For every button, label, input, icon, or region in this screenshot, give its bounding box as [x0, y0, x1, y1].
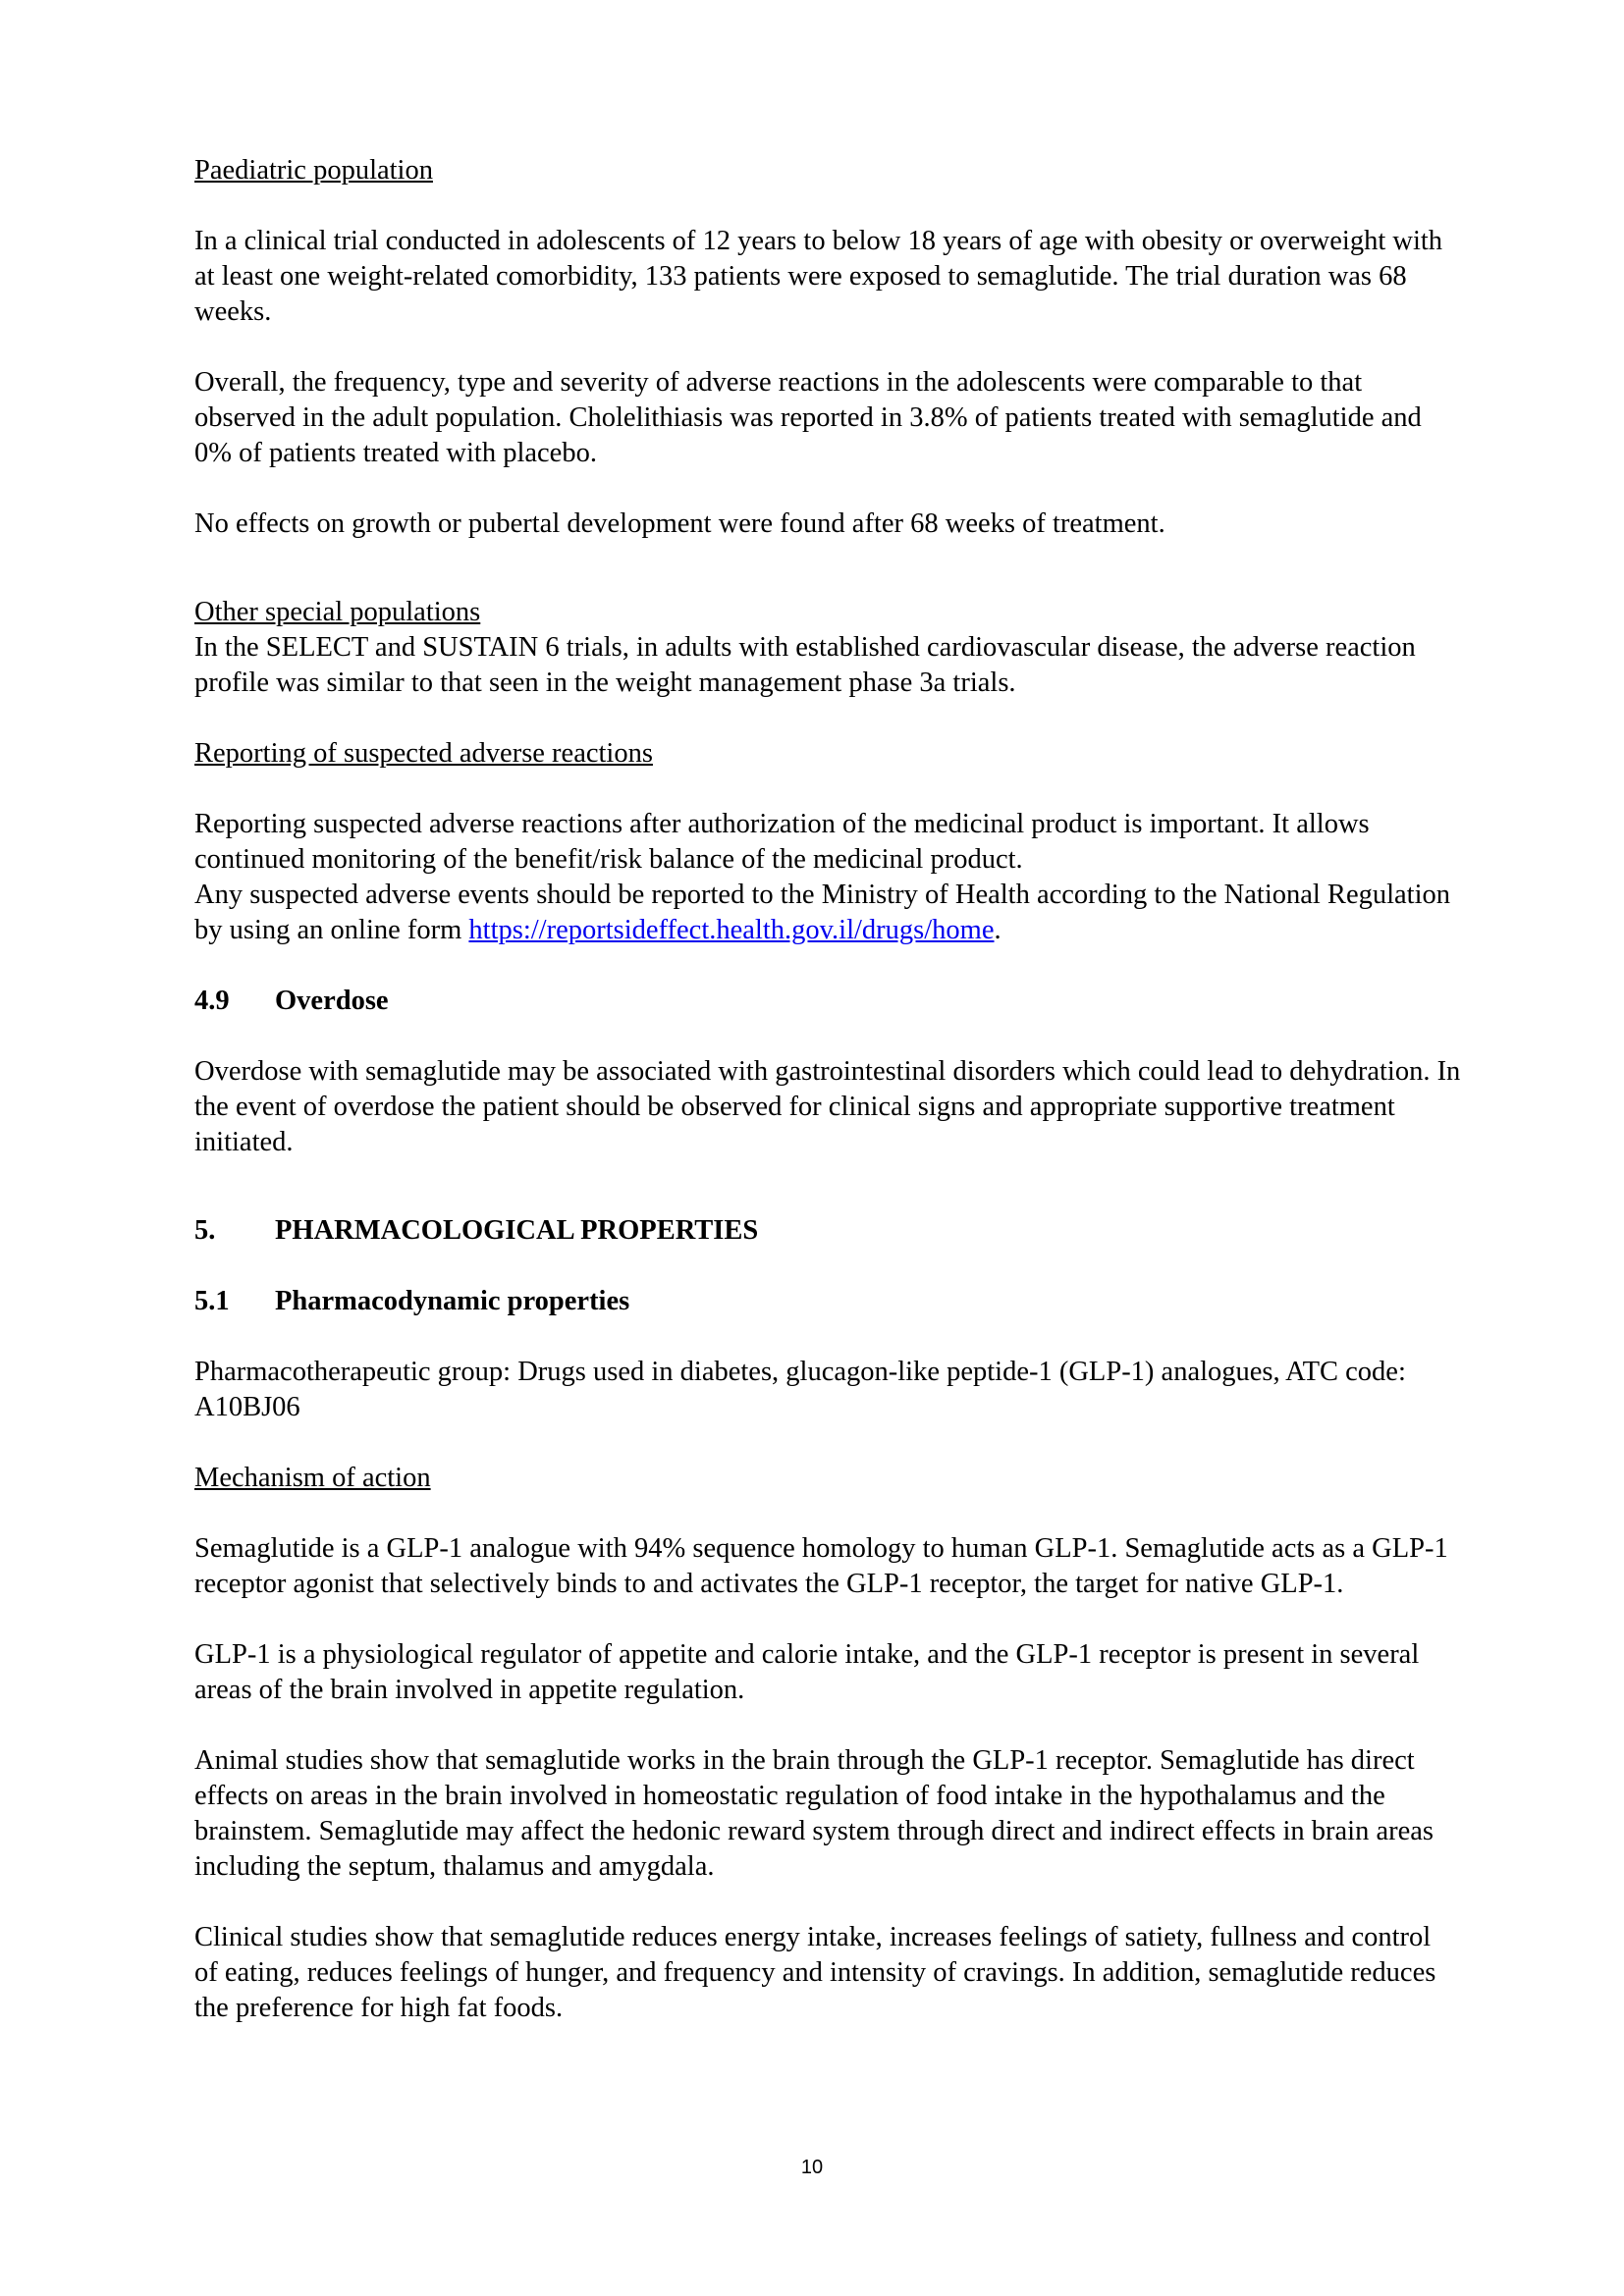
page-number: 10 — [800, 2157, 824, 2178]
mechanism-paragraph-3: Animal studies show that semaglutide works in the brain through the GLP-1 receptor. Semaglutide has direct effects on areas in the brain involved in homeostatic regulation of food intake in the hypothalamus and the brainstem. Semaglutide may affect the hedonic reward system through direct and indirect effects in brain areas including the septum, thalamus and amygdala. — [194, 1745, 1434, 1882]
other-special-paragraph: In the SELECT and SUSTAIN 6 trials, in adults with established cardiovascular disease, the adverse reaction profile was similar to that seen in the weight management phase 3a trials. — [194, 632, 1416, 698]
reporting-period: . — [994, 915, 1001, 945]
mechanism-heading: Mechanism of action — [194, 1463, 431, 1493]
pharmacotherapeutic-group: Pharmacotherapeutic group: Drugs used in diabetes, glucagon-like peptide-1 (GLP-1) analogues, ATC code: A10BJ06 — [194, 1357, 1406, 1422]
section-5-1-number: 5.1 — [194, 1286, 230, 1316]
section-5-1-heading — [194, 1284, 1461, 1319]
overdose-title: Overdose — [275, 986, 389, 1016]
section-5-title: PHARMACOLOGICAL PROPERTIES — [275, 1215, 759, 1246]
mechanism-paragraph-1: Semaglutide is a GLP-1 analogue with 94% sequence homology to human GLP-1. Semaglutide acts as a GLP-1 receptor agonist that selectively binds to and activates the GLP-1 receptor, the target for native GLP-1. — [194, 1533, 1448, 1599]
overdose-paragraph: Overdose with semaglutide may be associated with gastrointestinal disorders which could lead to dehydration. In the event of overdose the patient should be observed for clinical signs and appropriate supportive treatment initiated. — [194, 1056, 1461, 1157]
paediatric-paragraph-2: Overall, the frequency, type and severity of adverse reactions in the adolescents were comparable to that observed in the adult population. Cholelithiasis was reported in 3.8% of patients treated with semaglutide and 0% of patients treated with placebo. — [194, 367, 1422, 468]
document-body — [194, 153, 1461, 2026]
report-form-link[interactable]: https://reportsideffect.health.gov.il/drugs/home — [468, 915, 995, 945]
other-special-heading: Other special populations — [194, 597, 481, 627]
section-5-1-title: Pharmacodynamic properties — [275, 1286, 630, 1316]
paediatric-heading: Paediatric population — [194, 155, 433, 186]
overdose-heading — [194, 984, 1461, 1019]
reporting-heading: Reporting of suspected adverse reactions — [194, 738, 653, 769]
overdose-number: 4.9 — [194, 986, 230, 1016]
paediatric-paragraph-3: No effects on growth or pubertal development were found after 68 weeks of treatment. — [194, 508, 1165, 539]
mechanism-paragraph-4: Clinical studies show that semaglutide reduces energy intake, increases feelings of satiety, fullness and control of eating, reduces feelings of hunger, and frequency and intensity of cravings. In addition, semaglutide reduces the preference for high fat foods. — [194, 1922, 1436, 2023]
section-5-number: 5. — [194, 1215, 216, 1246]
mechanism-paragraph-2: GLP-1 is a physiological regulator of appetite and calorie intake, and the GLP-1 receptor is present in several areas of the brain involved in appetite regulation. — [194, 1639, 1420, 1705]
reporting-text: Any suspected adverse events should be reported to the Ministry of Health according to the National Regulation by using an online form — [194, 880, 1450, 945]
section-5-heading — [194, 1213, 1461, 1249]
reporting-paragraph-1: Reporting suspected adverse reactions after authorization of the medicinal product is important. It allows continued monitoring of the benefit/risk balance of the medicinal product. — [194, 809, 1370, 875]
reporting-paragraph-2 — [194, 878, 1461, 948]
paediatric-paragraph-1: In a clinical trial conducted in adolescents of 12 years to below 18 years of age with obesity or overweight with at least one weight-related comorbidity, 133 patients were exposed to semaglutide. The trial duration was 68 weeks. — [194, 226, 1443, 327]
